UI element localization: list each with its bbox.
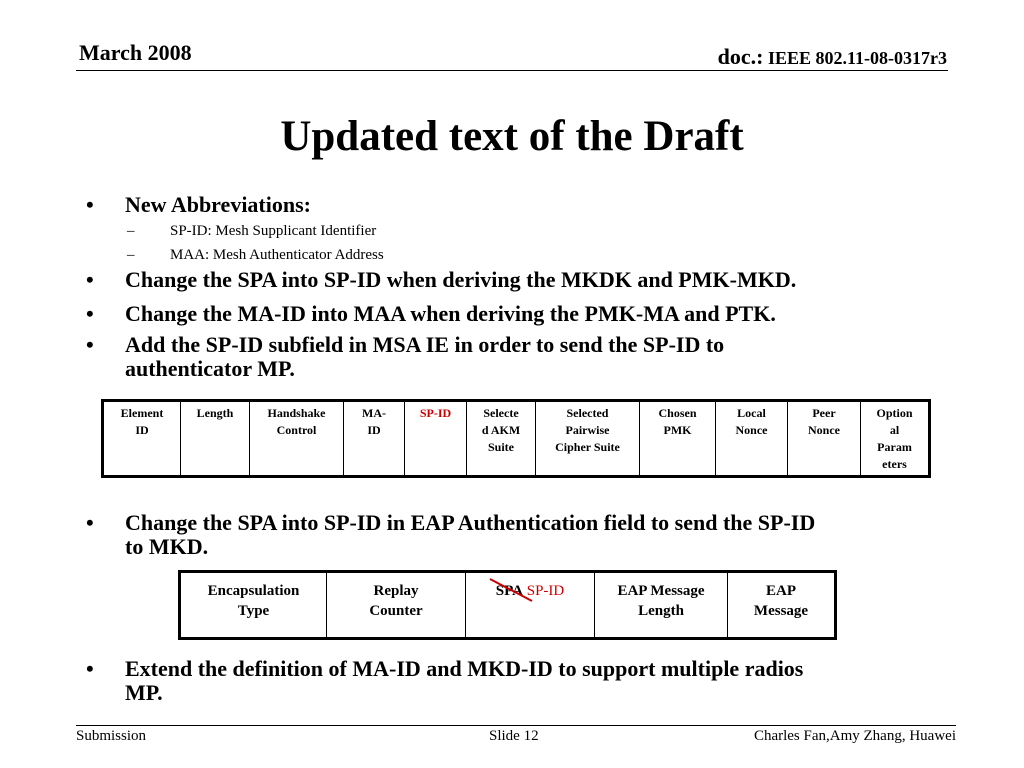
bullet-marker: •	[86, 192, 94, 217]
sub-bullet-spid: SP-ID: Mesh Supplicant Identifier	[170, 223, 377, 239]
sub-bullet-maa: MAA: Mesh Authenticator Address	[170, 247, 384, 263]
footer-divider	[76, 725, 956, 726]
bullet-maid-to-maa: Change the MA-ID into MAA when deriving the PMK-MA and PTK.	[125, 301, 776, 326]
header-date: March 2008	[79, 40, 192, 65]
doc-number: IEEE 802.11-08-0317r3	[767, 48, 947, 68]
header-doc-id	[718, 44, 947, 70]
table-row	[103, 401, 930, 477]
table-cell-replay-counter: Replay Counter	[327, 572, 466, 639]
bullet-eap-authentication: Change the SPA into SP-ID in EAP Authentication field to send the SP-ID to MKD.	[125, 510, 816, 559]
bullet-marker: •	[86, 301, 94, 326]
bullet-marker: •	[86, 267, 94, 292]
bullet-marker: •	[86, 656, 94, 681]
table-cell-chosen-pmk: Chosen PMK	[640, 401, 716, 477]
struck-spa: SPA	[495, 583, 523, 599]
table-cell-optional-parameters: Option al Param eters	[861, 401, 930, 477]
table-cell-selected-akm-suite: Selecte d AKM Suite	[467, 401, 536, 477]
table-cell-eap-message-length: EAP Message Length	[595, 572, 728, 639]
msa-ie-table	[101, 399, 931, 478]
table-cell-local-nonce: Local Nonce	[716, 401, 788, 477]
table-cell-eap-message: EAP Message	[728, 572, 836, 639]
bullet-marker: •	[86, 510, 94, 535]
bullet-new-abbreviations: New Abbreviations:	[125, 192, 311, 217]
table-row	[180, 572, 836, 639]
table-cell-encapsulation-type: Encapsulation Type	[180, 572, 327, 639]
table-cell-selected-pairwise-cipher-suite: Selected Pairwise Cipher Suite	[536, 401, 640, 477]
dash-marker: –	[127, 247, 135, 263]
footer-slide-number: Slide 12	[489, 728, 539, 744]
bullet-add-spid-subfield: Add the SP-ID subfield in MSA IE in order to send the SP-ID to authenticator MP.	[125, 332, 725, 381]
eap-authentication-table	[178, 570, 837, 640]
strikethrough-mark	[488, 577, 536, 603]
bullet-extend-definition: Extend the definition of MA-ID and MKD-ID to support multiple radios MP.	[125, 656, 804, 705]
header-divider	[76, 70, 948, 71]
slide-title: Updated text of the Draft	[280, 113, 744, 160]
new-spid: SP-ID	[526, 583, 565, 599]
table-cell-length: Length	[181, 401, 250, 477]
footer-author: Charles Fan,Amy Zhang, Huawei	[753, 728, 956, 744]
table-cell-handshake-control: Handshake Control	[250, 401, 344, 477]
table-cell-sp-id: SP-ID	[405, 401, 467, 477]
dash-marker: –	[127, 223, 135, 239]
table-cell-element-id: Element ID	[103, 401, 181, 477]
footer-submission: Submission	[76, 728, 147, 744]
table-cell-spa-spid	[466, 572, 595, 639]
bullet-marker: •	[86, 332, 94, 357]
bullet-spa-to-spid: Change the SPA into SP-ID when deriving the MKDK and PMK-MKD.	[125, 267, 797, 292]
table-cell-peer-nonce: Peer Nonce	[788, 401, 861, 477]
doc-label: doc.:	[717, 44, 764, 69]
table-cell-ma-id: MA- ID	[344, 401, 405, 477]
